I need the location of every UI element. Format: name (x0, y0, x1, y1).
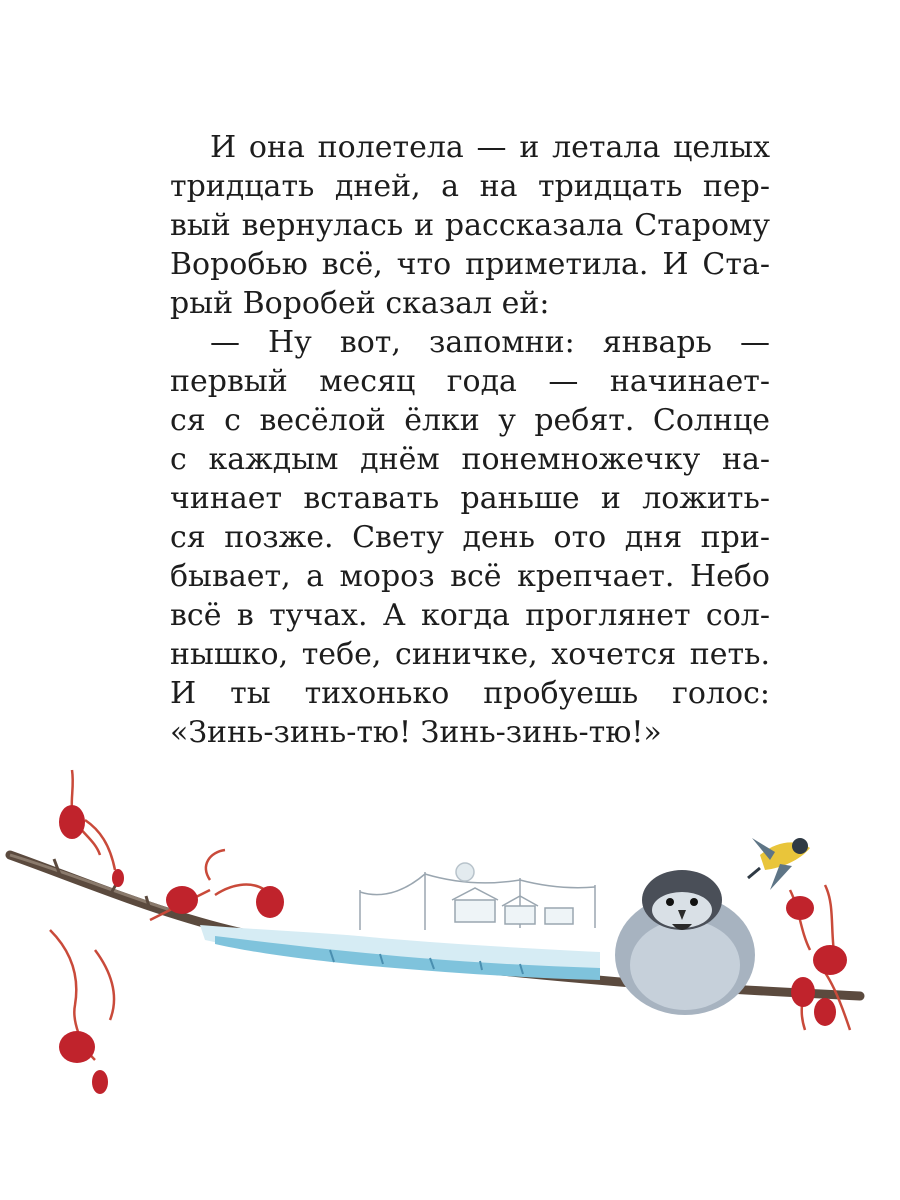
text-line: чинает вставать раньше и ложить- (170, 481, 770, 516)
text-line: И ты тихонько пробуешь голос: (170, 676, 770, 711)
text-line: И она полетела — и летала целых (210, 130, 770, 165)
sparrow-icon (615, 870, 755, 1015)
text-line: бывает, а мороз всё крепчает. Небо (170, 559, 770, 594)
text-line: «Зинь-зинь-тю! Зинь-зинь-тю!» (170, 715, 662, 750)
text-line: нышко, тебе, синичке, хочется петь. (170, 637, 770, 672)
text-line: с каждым днём понемножечку на- (170, 442, 770, 477)
titmouse-icon (748, 838, 810, 890)
text-line: Воробью всё, что приметила. И Ста- (170, 247, 770, 282)
text-line: первый месяц года — начинает- (170, 364, 770, 399)
text-line: рый Воробей сказал ей: (170, 286, 550, 321)
snow-icon (200, 925, 600, 980)
text-line: ся позже. Свету день ото дня при- (170, 520, 770, 555)
winter-branch-illustration (0, 760, 900, 1120)
text-line: всё в тучах. А когда проглянет сол- (170, 598, 770, 633)
text-line: вый вернулась и рассказала Старому (170, 208, 770, 243)
winter-village-icon (360, 863, 595, 930)
rosehip-berries-right (786, 896, 847, 1026)
text-line: — Ну вот, запомни: январь — (210, 325, 770, 360)
story-text (170, 128, 770, 752)
text-line: тридцать дней, а на тридцать пер- (170, 169, 770, 204)
text-line: ся с весёлой ёлки у ребят. Солнце (170, 403, 770, 438)
